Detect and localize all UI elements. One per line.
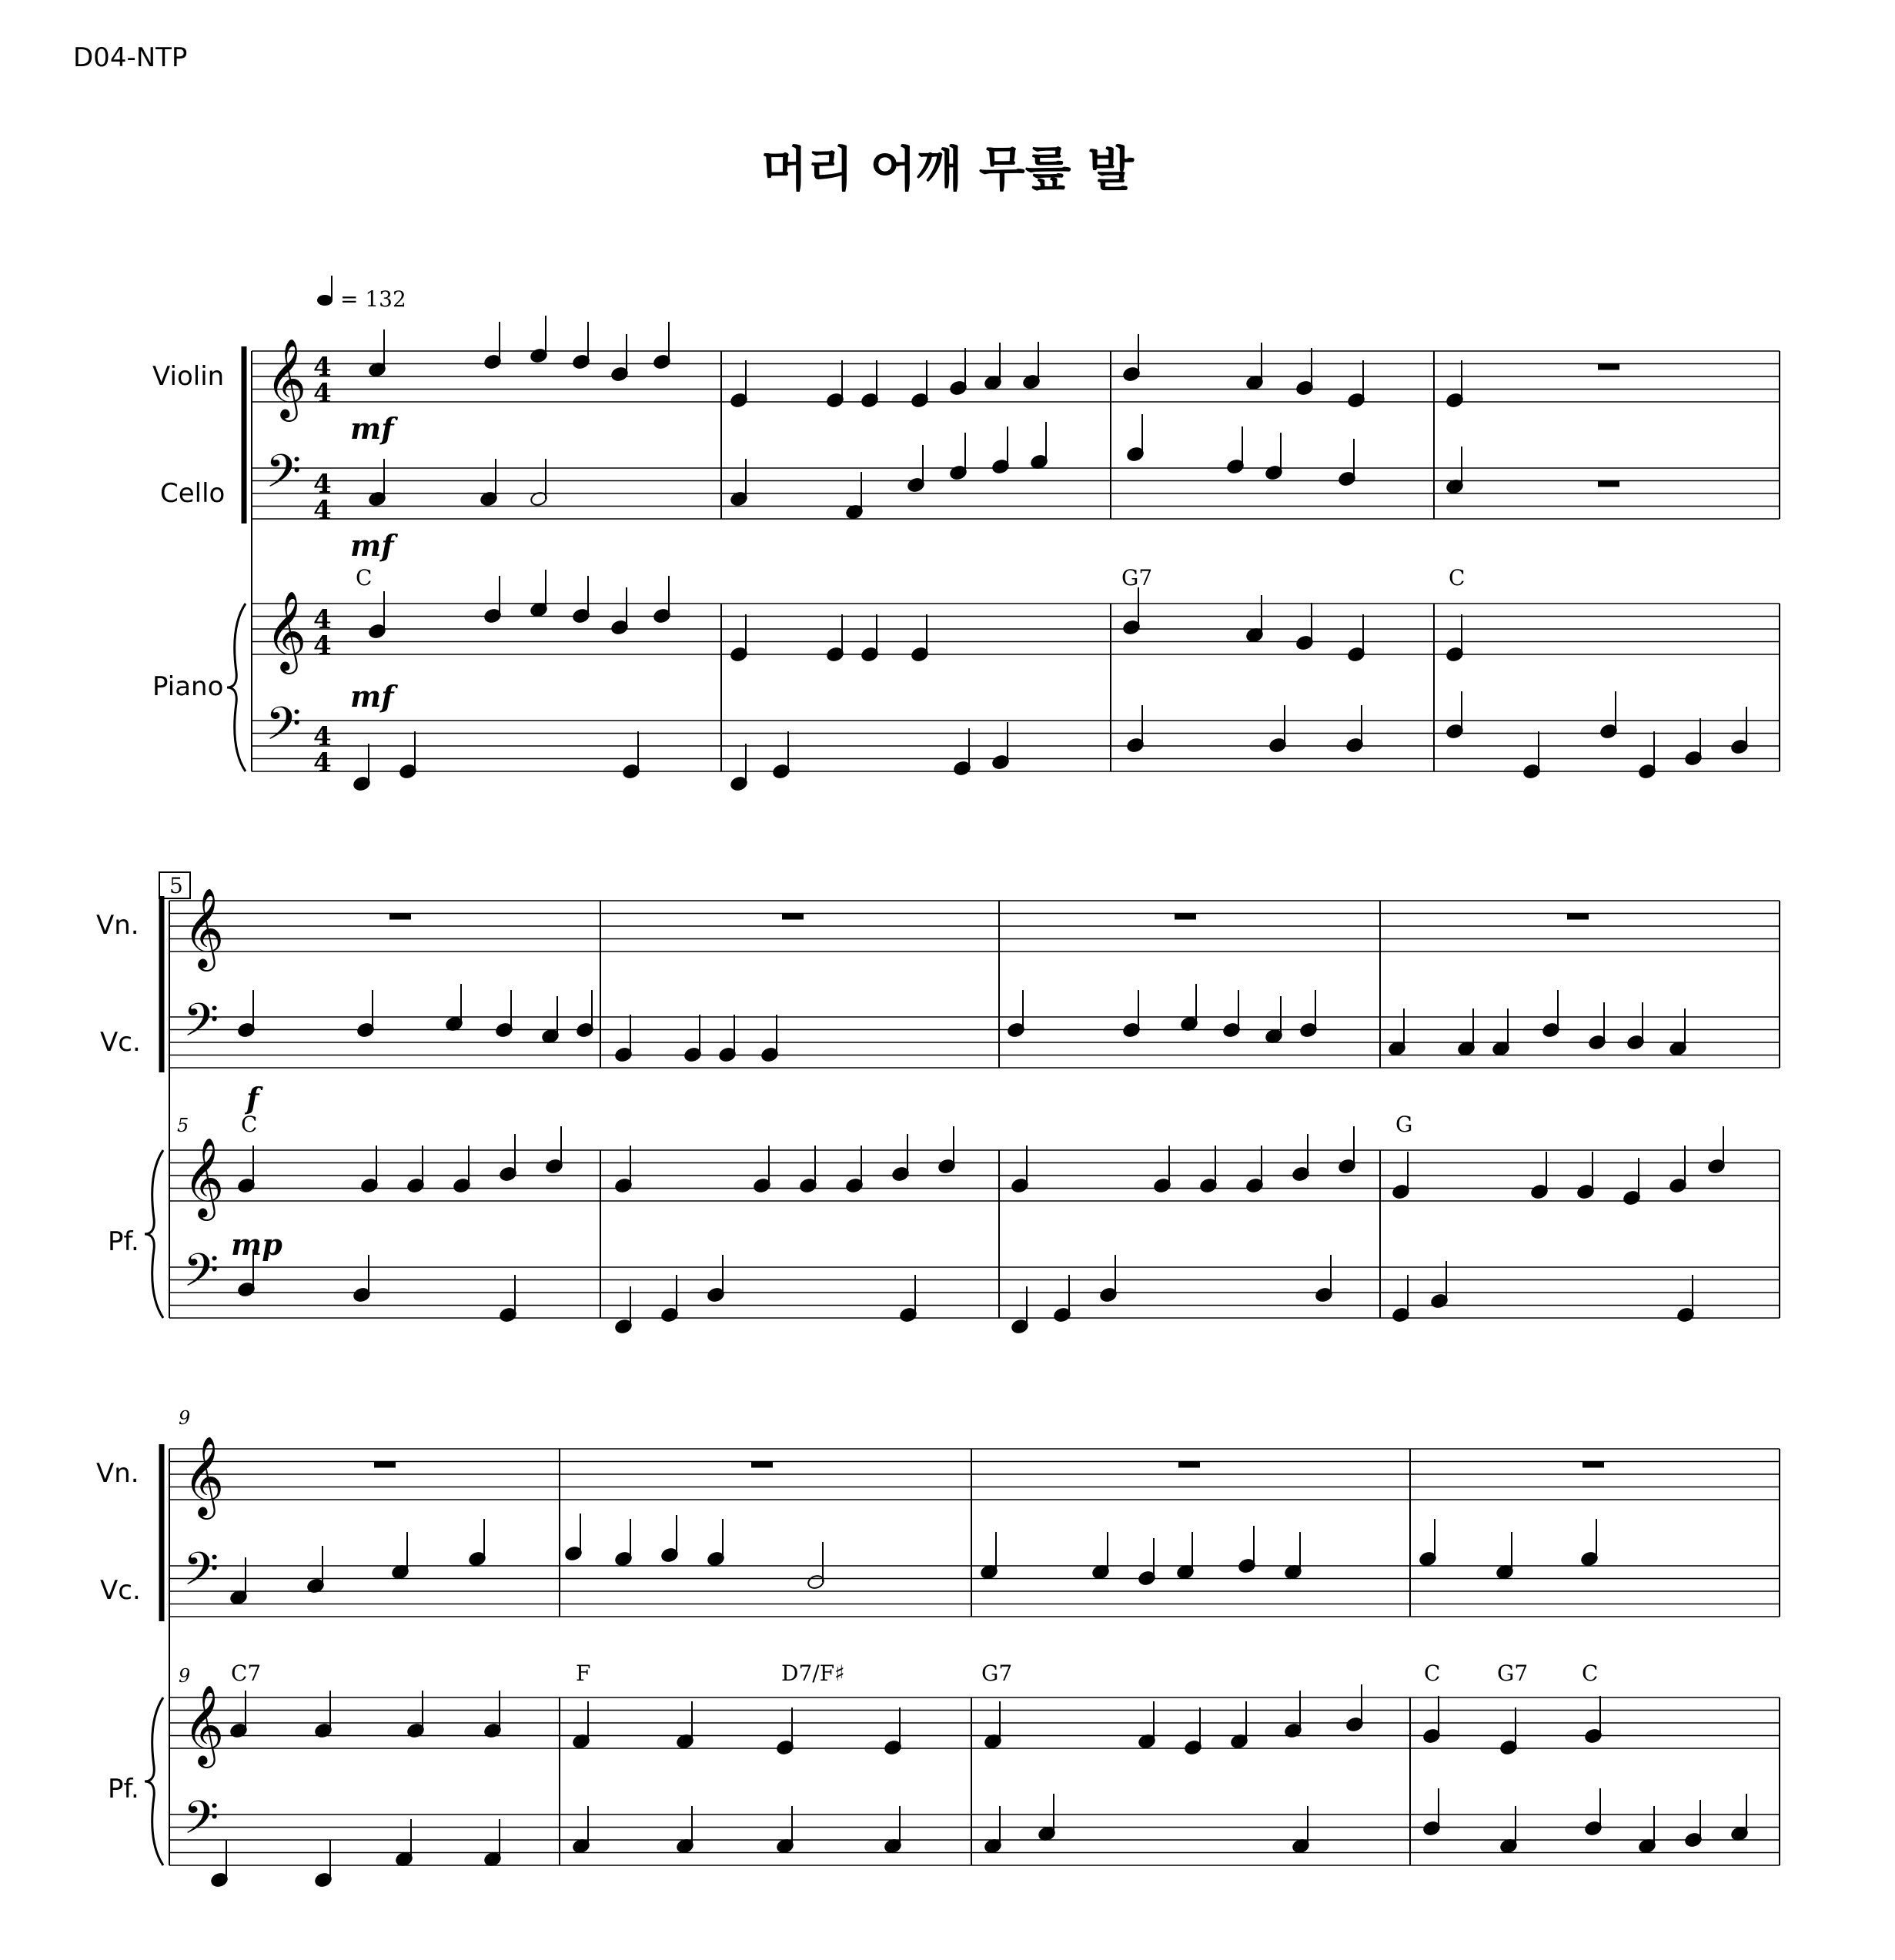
label-violin: Violin — [152, 361, 225, 392]
chord-s3-1: F — [576, 1661, 591, 1686]
whole-rest-icon — [1583, 1462, 1604, 1468]
bass-clef-icon: 𝄢 — [266, 444, 302, 509]
piano-brace — [145, 1697, 163, 1865]
label-vn-s2: Vn. — [96, 910, 139, 941]
measure-number-box: 5 — [169, 873, 183, 898]
whole-rest-icon — [782, 914, 804, 920]
time-sig-top: 4 — [313, 352, 332, 383]
bass-clef-icon: 𝄢 — [183, 1243, 219, 1308]
time-sig-bottom: 4 — [313, 630, 332, 661]
label-vn-s3: Vn. — [96, 1458, 139, 1489]
time-sig-bottom: 4 — [313, 748, 332, 778]
dynamic-cello: mf — [350, 528, 394, 563]
piano-brace — [227, 604, 246, 771]
piano-brace — [145, 1150, 163, 1318]
chord-s3-5: G7 — [1497, 1661, 1529, 1686]
whole-rest-icon — [1567, 914, 1589, 920]
bass-clef-icon: 𝄢 — [183, 993, 219, 1058]
bass-clef-icon: 𝄢 — [183, 1791, 219, 1855]
chord-s1-1: G7 — [1121, 565, 1153, 590]
chord-s3-0: C7 — [231, 1661, 262, 1686]
tempo-marking — [317, 276, 406, 312]
treble-clef-icon: 𝄞 — [183, 888, 225, 968]
treble-clef-icon: 𝄞 — [183, 1137, 225, 1218]
tempo-value: = 132 — [340, 286, 406, 312]
whole-rest-icon — [1175, 914, 1196, 920]
treble-clef-icon: 𝄞 — [183, 1684, 225, 1765]
chord-s2-1: G — [1395, 1112, 1413, 1137]
dynamic-piano-s2: mp — [231, 1227, 282, 1262]
treble-clef-icon: 𝄞 — [266, 338, 307, 419]
whole-rest-icon — [1598, 481, 1619, 487]
chord-s2-0: C — [241, 1112, 258, 1137]
chord-s3-3: G7 — [981, 1661, 1013, 1686]
chord-s1-0: C — [356, 565, 373, 590]
whole-rest-icon — [1178, 1462, 1200, 1468]
label-vc-s2: Vc. — [100, 1027, 141, 1058]
time-sig-bottom: 4 — [313, 495, 332, 526]
time-sig-top: 4 — [313, 604, 332, 635]
time-sig-top: 4 — [313, 469, 332, 500]
bass-clef-icon: 𝄢 — [266, 697, 302, 761]
whole-rest-icon — [389, 914, 411, 920]
chord-s3-6: C — [1582, 1661, 1599, 1686]
quarter-note-icon — [317, 295, 333, 306]
dynamic-piano: mf — [350, 679, 394, 714]
whole-rest-icon — [751, 1462, 773, 1468]
whole-rest-icon — [374, 1462, 396, 1468]
measure-number-s3-piano: 9 — [179, 1665, 191, 1687]
bass-clef-icon: 𝄢 — [183, 1542, 219, 1607]
chord-s3-4: C — [1424, 1661, 1441, 1686]
treble-clef-icon: 𝄞 — [183, 1436, 225, 1517]
dynamic-cello-s2: f — [246, 1081, 259, 1115]
treble-clef-icon: 𝄞 — [266, 590, 307, 671]
score-title: 머리 어깨 무릎 발 — [761, 141, 1134, 197]
whole-rest-icon — [1598, 364, 1619, 370]
chord-s3-2: D7/F♯ — [781, 1661, 845, 1686]
measure-number-s2-piano: 5 — [177, 1115, 189, 1136]
label-pf-s2: Pf. — [108, 1226, 139, 1257]
document-id: D04-NTP — [73, 42, 188, 73]
label-vc-s3: Vc. — [100, 1575, 141, 1606]
time-sig-bottom: 4 — [313, 378, 332, 409]
label-pf-s3: Pf. — [108, 1774, 139, 1804]
chord-s1-2: C — [1449, 565, 1466, 590]
staff-lines — [169, 351, 1780, 1865]
measure-number-s3-violin: 9 — [179, 1407, 191, 1429]
label-piano: Piano — [152, 671, 224, 702]
time-sig-top: 4 — [313, 721, 332, 752]
label-cello: Cello — [160, 478, 226, 509]
dynamic-violin: mf — [350, 411, 394, 446]
